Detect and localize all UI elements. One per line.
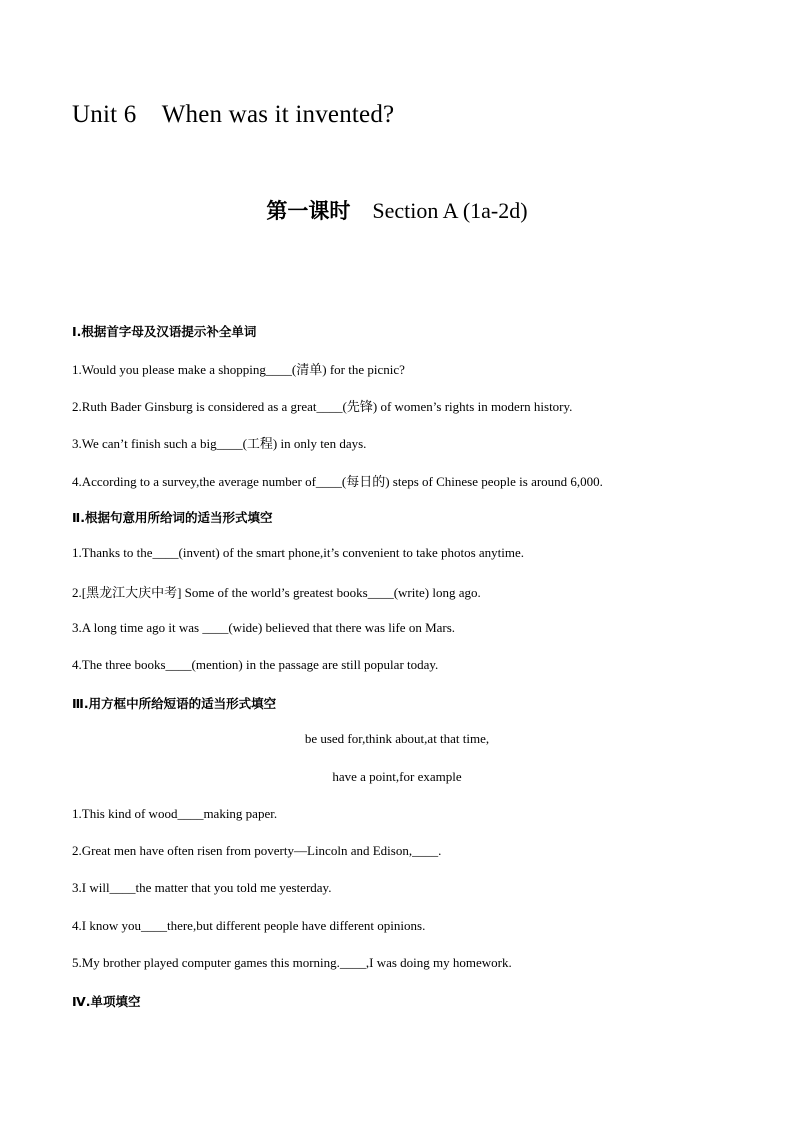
section-2-heading: Ⅱ.根据句意用所给词的适当形式填空: [72, 510, 273, 525]
section-4-heading: Ⅳ.单项填空: [72, 994, 141, 1009]
section-3-item-5: 5.My brother played computer games this morning.____,I was doing my homework.: [72, 955, 512, 970]
section-1-item-4: 4.According to a survey,the average number of____(每日的) steps of Chinese people is around 6,000.: [72, 474, 603, 489]
section-3-item-4: 4.I know you____there,but different people have different opinions.: [72, 918, 426, 933]
section-2-item-1: 1.Thanks to the____(invent) of the smart phone,it’s convenient to take photos anytime.: [72, 545, 525, 560]
section-1-item-1: 1.Would you please make a shopping____(清单) for the picnic?: [72, 362, 405, 377]
unit-title: Unit 6 When was it invented?: [72, 101, 395, 128]
section-3-heading: Ⅲ.用方框中所给短语的适当形式填空: [72, 696, 277, 711]
section-1-item-2: 2.Ruth Bader Ginsburg is considered as a great____(先锋) of women’s rights in modern history.: [72, 399, 573, 414]
section-3-item-3: 3.I will____the matter that you told me yesterday.: [72, 880, 332, 895]
section-3-item-2: 2.Great men have often risen from poverty—Lincoln and Edison,____.: [72, 843, 442, 858]
section-2-item-3: 3.A long time ago it was ____(wide) believed that there was life on Mars.: [72, 620, 456, 635]
section-2-item-2: 2.[黑龙江大庆中考] Some of the world’s greatest books____(write) long ago.: [72, 585, 481, 600]
section-2-item-4: 4.The three books____(mention) in the passage are still popular today.: [72, 657, 439, 672]
section-1-heading: Ⅰ.根据首字母及汉语提示补全单词: [72, 324, 257, 339]
phrase-box-line-2: have a point,for example: [332, 769, 462, 784]
section-1-item-3: 3.We can’t finish such a big____(工程) in only ten days.: [72, 436, 367, 451]
lesson-title-cn: 第一课时: [266, 199, 351, 223]
lesson-title-en: Section A (1a-2d): [372, 198, 528, 223]
lesson-title: [0, 195, 794, 225]
phrase-box-line-1: be used for,think about,at that time,: [304, 731, 490, 746]
section-3-item-1: 1.This kind of wood____making paper.: [72, 806, 278, 821]
